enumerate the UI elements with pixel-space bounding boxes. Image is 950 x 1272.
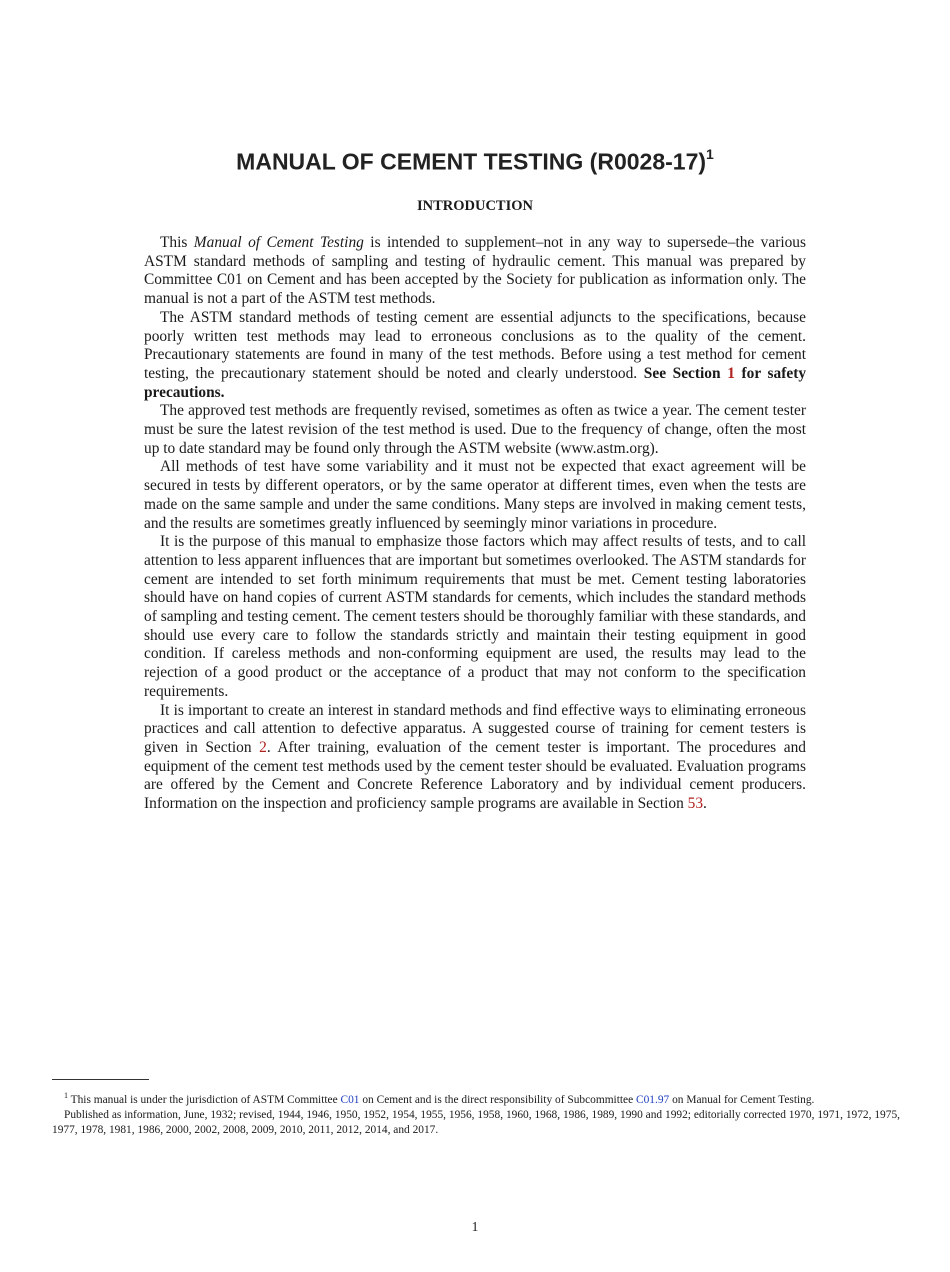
footnote-divider [52, 1079, 149, 1080]
paragraph-text: The approved test methods are frequently revised, sometimes as often as twice a year. The cement tester must be sure the latest revision of the test method is used. Due to the frequency of change, often the most up to date standard may be found only through the ASTM website (www.astm.org). [144, 402, 806, 457]
paragraph-text: It is the purpose of this manual to emphasize those factors which may affect results of tests, and to call attention to less apparent influences that are important but sometimes overlooked. The ASTM standards for cement are intended to set forth minimum requirements that must be met. Cement testing laboratories should have on hand copies of current ASTM standards for cements, which includes the standard methods of sampling and testing cement. The cement testers should be thoroughly familiar with these standards, and should use every care to follow the standards strictly and maintain their testing equipment in good condition. If careless methods and non-conforming equipment are used, the results may lead to the rejection of a good product or the acceptance of a product that may not conform to the specification requirements. [144, 533, 806, 700]
page-title [0, 148, 950, 176]
safety-note-lead: See Section [643, 364, 728, 382]
paragraph-2 [144, 309, 806, 403]
paragraph-text: . After training, evaluation of the cement tester is important. The procedures and equipment of the cement test methods used by the cement tester should be evaluated. Evaluation programs are offered by the Cement and Concrete Reference Laboratory and by individual cement producers. Information on the inspection and proficiency sample programs are available in Section [144, 738, 806, 813]
title-footnote-mark[interactable]: 1 [706, 146, 714, 162]
footnote-text: This manual is under the jurisdiction of ASTM Committee [68, 1093, 341, 1106]
subcommittee-c01-97-link[interactable]: C01.97 [636, 1093, 670, 1106]
paragraph-text: . [703, 795, 707, 813]
page-number: 1 [471, 1219, 479, 1234]
introduction-body [144, 234, 806, 814]
paragraph-4 [144, 458, 806, 533]
page-title-text: MANUAL OF CEMENT TESTING (R0028-17) [236, 148, 707, 175]
section-link-2[interactable]: 2 [259, 738, 267, 756]
paragraph-text: The ASTM standard methods of testing cement are essential adjuncts to the specifications, because poorly written test methods may lead to erroneous conclusions as to the quality of the cement. Precautionary statements are found in many of the test methods. Before using a test method for cement testing, the precautionary statement should be noted and clearly understood. [144, 308, 806, 382]
footnote-mark: 1 [64, 1091, 68, 1100]
paragraph-6 [144, 702, 806, 814]
paragraph-1 [144, 234, 806, 309]
footnote-text: on Cement and is the direct responsibility of Subcommittee [359, 1093, 637, 1106]
paragraph-3 [144, 402, 806, 458]
footnote [52, 1088, 900, 1138]
committee-c01-link[interactable]: C01 [340, 1093, 360, 1106]
safety-note-tail: for safety precautions. [144, 364, 807, 401]
section-link-53[interactable]: 53 [687, 795, 704, 813]
paragraph-text: This [160, 234, 194, 251]
footnote-history: Published as information, June, 1932; revised, 1944, 1946, 1950, 1952, 1954, 1955, 1956, 1958, 1960, 1968, 1986, 1989, 1990 and 1992; editorially corrected 1970, 1971, 1972, 1975, 1977, 1978, 1981, 1986, 2000, 2002, 2008, 2009, 2010, 2011, 2012, 2014, and 2017. [52, 1109, 900, 1137]
section-link-1[interactable]: 1 [727, 364, 735, 382]
paragraph-text: All methods of test have some variability and it must not be expected that exact agreement will be secured in tests by different operators, or by the same operator at different times, even when the tests are made on the same sample and under the same conditions. Many steps are involved in making cement tests, and the results are sometimes greatly influenced by seemingly minor variations in procedure. [144, 458, 806, 532]
paragraph-5 [144, 533, 806, 701]
paragraph-text: It is important to create an interest in standard methods and find effective ways to eliminating erroneous practices and call attention to defective apparatus. A suggested course of training for cement testers is given in Section [144, 701, 806, 756]
paragraph-text: is intended to supplement–not in any way to supersede–the various ASTM standard methods of sampling and testing of hydraulic cement. This manual was prepared by Committee C01 on Cement and has been accepted by the Society for publication as information only. The manual is not a part of the ASTM test methods. [144, 234, 806, 308]
manual-title-italic: Manual of Cement Testing [193, 234, 364, 251]
section-heading: INTRODUCTION [416, 198, 533, 214]
footnote-text: on Manual for Cement Testing. [669, 1093, 815, 1106]
